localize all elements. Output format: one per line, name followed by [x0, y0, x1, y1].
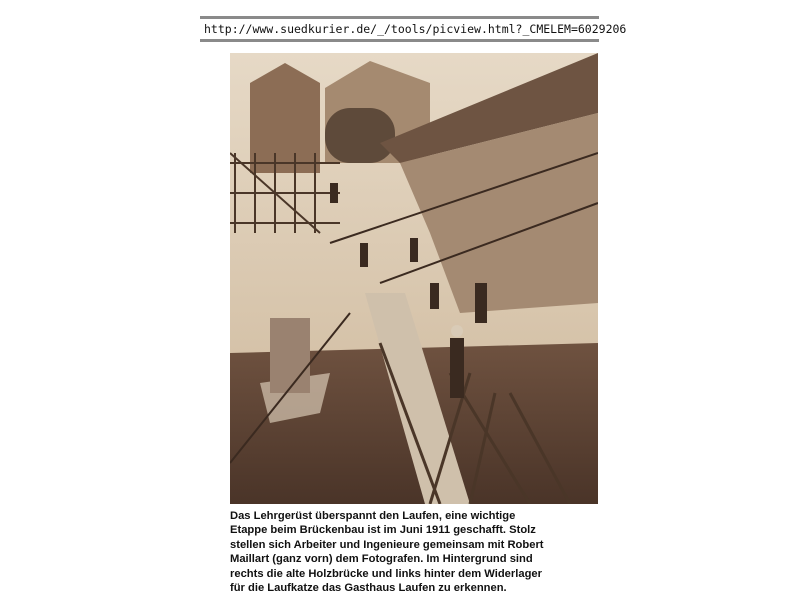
address-bar[interactable]: [200, 16, 627, 42]
photo-tree: [325, 108, 395, 163]
caption-line: rechts die alte Holzbrücke und links hinter dem Widerlager: [230, 567, 542, 580]
caption-line: für die Laufkatze das Gasthaus Laufen zu erkennen.: [230, 582, 507, 595]
caption-line: Maillart (ganz vorn) dem Fotografen. Im Hintergrund sind: [230, 553, 533, 566]
historic-bridge-photo: [230, 53, 598, 504]
caption-line: stellen sich Arbeiter und Ingenieure gemeinsam mit Robert: [230, 538, 544, 551]
address-url[interactable]: http://www.suedkurier.de/_/tools/picview.html?_CMELEM=6029206: [204, 22, 627, 36]
photo-abutment: [270, 318, 310, 393]
caption-line: Etappe beim Brückenbau ist im Juni 1911 geschafft. Stolz: [230, 524, 536, 537]
photo-building: [250, 63, 320, 173]
caption-line: Das Lehrgerüst überspannt den Laufen, eine wichtige: [230, 510, 516, 522]
photo-caption: [230, 509, 610, 595]
